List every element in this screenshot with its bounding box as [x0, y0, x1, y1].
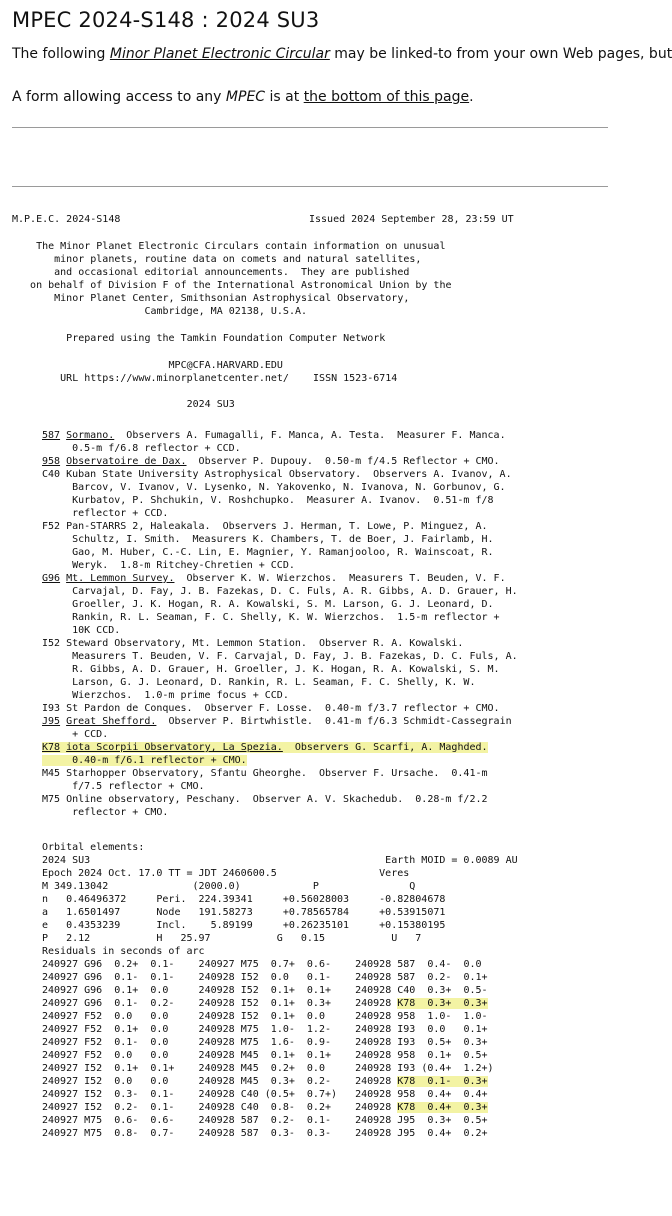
- residual-row: [42, 1088, 494, 1101]
- residual-col-1: 240927 F52 0.1+ 0.0: [42, 1024, 199, 1035]
- orbital-elements: [42, 841, 518, 945]
- observer-line: [42, 741, 518, 754]
- residual-row: [42, 1010, 494, 1023]
- blurb-line: and occasional editorial announcements. They are published: [12, 267, 410, 278]
- form-line-before: A form allowing access to any: [12, 89, 226, 105]
- circular-header: [12, 213, 514, 226]
- residual-col-3a: 240928 I93: [355, 1063, 422, 1074]
- residual-col-3a: 240928 958: [355, 1050, 422, 1061]
- residual-col-1: 240927 G96 0.1- 0.1-: [42, 972, 199, 983]
- residual-row: [42, 1036, 494, 1049]
- observatory-link[interactable]: Sormano.: [66, 430, 115, 441]
- residual-col-1: 240927 I52 0.2- 0.1-: [42, 1102, 199, 1113]
- residual-col-2: 240928 I52 0.1+ 0.1+: [198, 985, 356, 996]
- observer-line: [42, 429, 518, 442]
- observer-details: Observer P. Birtwhistle. 0.41-m f/6.3 Schmidt-Cassegrain: [156, 716, 512, 727]
- observer-text: [42, 807, 168, 818]
- observer-text: [42, 430, 506, 441]
- observer-text: [42, 742, 488, 753]
- residual-col-3b: 0.0 0.1+: [421, 1024, 488, 1035]
- orbit-line: 2024 SU3 Earth MOID = 0.0089 AU: [42, 855, 518, 866]
- residual-col-1: 240927 M75 0.8- 0.7-: [42, 1128, 199, 1139]
- observatory-code: M75: [42, 794, 61, 805]
- intro-before: The following: [12, 46, 110, 62]
- observer-line: [42, 559, 518, 572]
- residual-col-2: 240928 M75 1.0- 1.2-: [198, 1024, 356, 1035]
- observer-details: Steward Observatory, Mt. Lemmon Station. Observer R. A. Kowalski.: [60, 638, 464, 649]
- intro-after: may be linked-to from your own Web pages, but: [329, 46, 672, 62]
- observer-text: [42, 677, 475, 688]
- observatory-link[interactable]: Observatoire de Dax.: [66, 456, 187, 467]
- residual-col-1: 240927 I52 0.1+ 0.1+: [42, 1063, 199, 1074]
- bottom-of-page-link[interactable]: the bottom of this page: [303, 89, 470, 105]
- observer-text: [42, 534, 494, 545]
- observer-details: 10K CCD.: [60, 625, 121, 636]
- bottom-divider: [12, 186, 608, 187]
- observer-details: Gao, M. Huber, C.-C. Lin, E. Magnier, Y. Ramanjooloo, R. Wainscoat, R.: [60, 547, 494, 558]
- observatory-code: I93: [42, 703, 61, 714]
- observer-text: [42, 469, 512, 480]
- observatory-code[interactable]: 958: [42, 456, 61, 467]
- observer-line: [42, 793, 518, 806]
- observer-text: [42, 612, 500, 623]
- observatory-link[interactable]: Mt. Lemmon Survey.: [66, 573, 175, 584]
- residual-col-2: 240928 M45 0.3+ 0.2-: [198, 1076, 356, 1087]
- observer-text: [42, 625, 120, 636]
- observer-line: [42, 533, 518, 546]
- residual-col-1: 240927 I52 0.0 0.0: [42, 1076, 199, 1087]
- observatory-code[interactable]: 587: [42, 430, 61, 441]
- observatory-code: C40: [42, 469, 61, 480]
- observer-text: [42, 638, 463, 649]
- residual-col-3b: 0.4- 0.0: [421, 959, 488, 970]
- observer-details: Pan-STARRS 2, Haleakala. Observers J. Herman, T. Lowe, P. Minguez, A.: [60, 521, 488, 532]
- observer-details: Online observatory, Peschany. Observer A. V. Skachedub. 0.28-m f/2.2: [60, 794, 488, 805]
- observer-details: Measurers T. Beuden, V. F. Carvajal, D. Fay, J. B. Fazekas, D. C. Fuls, A.: [60, 651, 518, 662]
- residual-row: [42, 1101, 494, 1114]
- observer-line: [42, 520, 518, 533]
- observer-details: f/7.5 reflector + CMO.: [60, 781, 205, 792]
- blurb-line: Minor Planet Center, Smithsonian Astrophysical Observatory,: [12, 293, 410, 304]
- observer-details: Observers G. Scarfi, A. Maghded.: [282, 742, 488, 753]
- object-heading: 2024 SU3: [12, 399, 235, 410]
- observer-line: [42, 689, 518, 702]
- observer-line: [42, 507, 518, 520]
- observer-details: reflector + CCD.: [60, 508, 169, 519]
- observer-details: + CCD.: [60, 729, 109, 740]
- residuals-heading: Residuals in seconds of arc: [42, 946, 205, 957]
- observer-details: Rankin, R. L. Seaman, F. C. Shelly, K. W. Wierzchos. 1.5-m reflector +: [60, 612, 500, 623]
- residual-col-3b: 0.4+ 0.2+: [421, 1128, 488, 1139]
- residual-col-3a: 240928 J95: [355, 1115, 422, 1126]
- header-left: M.P.E.C. 2024-S148: [12, 214, 121, 225]
- url-issn-line: URL https://www.minorplanetcenter.net/ ISSN 1523-6714: [12, 373, 398, 384]
- observer-details: Observer K. W. Wierzchos. Measurers T. Beuden, V. F.: [174, 573, 506, 584]
- observer-details: Kurbatov, P. Shchukin, V. Roshchupko. Measurer A. Ivanov. 0.51-m f/8: [60, 495, 494, 506]
- residual-col-3a: 240928 958: [355, 1011, 422, 1022]
- orbit-line: Epoch 2024 Oct. 17.0 TT = JDT 2460600.5 Veres: [42, 868, 410, 879]
- residual-col-2: 240928 587 0.3- 0.3-: [198, 1128, 356, 1139]
- observer-list: [42, 429, 518, 819]
- mpec-link[interactable]: Minor Planet Electronic Circular: [109, 46, 330, 62]
- observer-text: [42, 560, 295, 571]
- observer-line: [42, 676, 518, 689]
- observer-line: [42, 767, 518, 780]
- observer-details: Schultz, I. Smith. Measurers K. Chambers, T. de Boer, J. Fairlamb, H.: [60, 534, 494, 545]
- observer-line: [42, 663, 518, 676]
- intro-text: [12, 46, 672, 62]
- observer-text: [42, 573, 506, 584]
- orbit-line: Orbital elements:: [42, 842, 145, 853]
- observer-line: [42, 806, 518, 819]
- residual-col-2: 240928 C40 (0.5+ 0.7+): [198, 1089, 356, 1100]
- observer-line: [42, 624, 518, 637]
- observer-details: Starhopper Observatory, Sfantu Gheorghe. Observer F. Ursache. 0.41-m: [60, 768, 488, 779]
- observer-text: [42, 508, 168, 519]
- residual-col-1: 240927 F52 0.0 0.0: [42, 1050, 199, 1061]
- observer-line: [42, 611, 518, 624]
- residual-col-1: 240927 G96 0.1- 0.2-: [42, 998, 199, 1009]
- observer-text: [42, 547, 494, 558]
- observer-details: 0.5-m f/6.8 reflector + CCD.: [60, 443, 241, 454]
- residual-col-3b: 0.4+ 0.4+: [421, 1089, 488, 1100]
- form-access-text: [12, 89, 474, 105]
- residual-col-3b: K78 0.3+ 0.3+: [397, 998, 488, 1009]
- observer-line: [42, 650, 518, 663]
- observer-text: [42, 768, 488, 779]
- observer-details: 0.40-m f/6.1 reflector + CMO.: [60, 755, 247, 766]
- observer-details: R. Gibbs, A. D. Grauer, H. Groeller, J. K. Hogan, R. A. Kowalski, S. M.: [60, 664, 500, 675]
- residual-col-3b: 0.2- 0.1+: [421, 972, 488, 983]
- observer-details: Larson, G. J. Leonard, D. Rankin, R. L. Seaman, F. C. Shelly, K. W.: [60, 677, 476, 688]
- observer-line: [42, 598, 518, 611]
- residual-row: [42, 997, 494, 1010]
- observatory-code: M45: [42, 768, 61, 779]
- observer-line: [42, 637, 518, 650]
- observatory-code[interactable]: K78: [42, 742, 61, 753]
- observer-text: [42, 495, 494, 506]
- observer-line: [42, 754, 518, 767]
- observatory-code: I52: [42, 638, 61, 649]
- contact-email: MPC@CFA.HARVARD.EDU: [12, 360, 283, 371]
- form-line-after: .: [469, 89, 474, 105]
- residual-row: [42, 1049, 494, 1062]
- blurb-line: minor planets, routine data on comets and natural satellites,: [12, 254, 422, 265]
- blurb-line: on behalf of Division F of the International Astronomical Union by the: [12, 280, 452, 291]
- observer-details: Kuban State University Astrophysical Observatory. Observers A. Ivanov, A.: [60, 469, 512, 480]
- observer-details: Observers A. Fumagalli, F. Manca, A. Testa. Measurer F. Manca.: [114, 430, 506, 441]
- residual-row: [42, 1075, 494, 1088]
- residual-col-3a: 240928 587: [355, 959, 422, 970]
- residual-col-3b: 0.3+ 0.5+: [421, 1115, 488, 1126]
- residual-col-2: 240928 I52 0.1+ 0.0: [198, 1011, 356, 1022]
- observer-text: [42, 729, 108, 740]
- observer-details: Groeller, J. K. Hogan, R. A. Kowalski, S. M. Larson, G. J. Leonard, D.: [60, 599, 494, 610]
- residual-col-2: 240928 M75 1.6- 0.9-: [198, 1037, 356, 1048]
- orbit-line: n 0.46496372 Peri. 224.39341 +0.56028003 -0.82804678: [42, 894, 446, 905]
- residual-row: [42, 984, 494, 997]
- residual-row: [42, 971, 494, 984]
- blurb-line: The Minor Planet Electronic Circulars contain information on unusual: [12, 241, 446, 252]
- observer-text: [42, 794, 488, 805]
- orbit-line: P 2.12 H 25.97 G 0.15 U 7: [42, 933, 422, 944]
- observer-text: [42, 651, 518, 662]
- top-divider: [12, 127, 608, 128]
- observer-line: [42, 468, 518, 481]
- circular-body: [0, 432, 608, 1212]
- residual-col-3a: 240928 I93: [355, 1037, 422, 1048]
- observatory-code[interactable]: J95: [42, 716, 61, 727]
- residual-col-1: 240927 M75 0.6- 0.6-: [42, 1115, 199, 1126]
- orbit-line: e 0.4353239 Incl. 5.89199 +0.26235101 +0.15380195: [42, 920, 446, 931]
- residual-col-2: 240928 I52 0.0 0.1-: [198, 972, 356, 983]
- residual-col-3a: 240928 587: [355, 972, 422, 983]
- residual-col-3b: 1.0- 1.0-: [421, 1011, 488, 1022]
- orbit-line: a 1.6501497 Node 191.58273 +0.78565784 +0.53915071: [42, 907, 446, 918]
- residual-col-2: 240928 M45 0.2+ 0.0: [198, 1063, 356, 1074]
- observer-line: [42, 481, 518, 494]
- observer-text: [42, 456, 500, 467]
- observer-details: Carvajal, D. Fay, J. B. Fazekas, D. C. Fuls, A. R. Gibbs, A. D. Grauer, H.: [60, 586, 518, 597]
- observer-line: [42, 585, 518, 598]
- residual-col-2: 240928 I52 0.1+ 0.3+: [198, 998, 356, 1009]
- residual-row: [42, 1023, 494, 1036]
- residual-col-3b: (0.4+ 1.2+): [421, 1063, 494, 1074]
- residual-col-3b: K78 0.1- 0.3+: [397, 1076, 488, 1087]
- observer-line: [42, 546, 518, 559]
- page-title: MPEC 2024-S148 : 2024 SU3: [12, 8, 320, 32]
- observer-details: Weryk. 1.8-m Ritchey-Chretien + CCD.: [60, 560, 295, 571]
- observer-details: Wierzchos. 1.0-m prime focus + CCD.: [60, 690, 289, 701]
- observer-text: [42, 781, 205, 792]
- residual-col-3b: K78 0.4+ 0.3+: [397, 1102, 488, 1113]
- residual-col-3b: 0.5+ 0.3+: [421, 1037, 488, 1048]
- observer-line: [42, 728, 518, 741]
- residual-col-3a: 240928 J95: [355, 1128, 422, 1139]
- observer-line: [42, 455, 518, 468]
- residual-col-1: 240927 I52 0.3- 0.1-: [42, 1089, 199, 1100]
- residual-col-3a: 240928 958: [355, 1089, 422, 1100]
- observer-line: [42, 780, 518, 793]
- observer-line: [42, 442, 518, 455]
- residual-col-3a: 240928: [355, 1076, 398, 1087]
- residual-row: [42, 1127, 494, 1140]
- residual-col-3a: 240928 C40: [355, 985, 422, 996]
- residual-col-1: 240927 F52 0.0 0.0: [42, 1011, 199, 1022]
- residual-row: [42, 1114, 494, 1127]
- observer-line: [42, 702, 518, 715]
- residual-col-2: 240928 C40 0.8- 0.2+: [198, 1102, 356, 1113]
- form-line-mpec: MPEC: [225, 89, 266, 105]
- residual-col-1: 240927 G96 0.1+ 0.0: [42, 985, 199, 996]
- residual-col-3a: 240928: [355, 998, 398, 1009]
- observer-line: [42, 494, 518, 507]
- residual-col-3a: 240928: [355, 1102, 398, 1113]
- residual-col-3b: 0.1+ 0.5+: [421, 1050, 488, 1061]
- observer-text: [42, 521, 488, 532]
- residuals-table: [42, 958, 494, 1140]
- residual-col-1: 240927 G96 0.2+ 0.1-: [42, 959, 199, 970]
- observer-text: [42, 716, 512, 727]
- observer-text: [42, 599, 494, 610]
- observer-text: [42, 690, 289, 701]
- observer-text: [42, 443, 241, 454]
- form-line-middle: is at: [265, 89, 304, 105]
- observatory-link[interactable]: Great Shefford.: [66, 716, 157, 727]
- blurb-line: Cambridge, MA 02138, U.S.A.: [12, 306, 308, 317]
- observer-details: Barcov, V. Ivanov, V. Lysenko, N. Yakovenko, N. Ivanova, N. Gorbunov, G.: [60, 482, 506, 493]
- orbit-line: M 349.13042 (2000.0) P Q: [42, 881, 416, 892]
- residual-col-3b: 0.3+ 0.5-: [421, 985, 488, 996]
- observer-text: [42, 482, 506, 493]
- observer-line: [42, 715, 518, 728]
- residual-col-2: 240928 M45 0.1+ 0.1+: [198, 1050, 356, 1061]
- observer-details: reflector + CMO.: [60, 807, 169, 818]
- observer-text: [42, 586, 518, 597]
- observer-details: St Pardon de Conques. Observer F. Losse. 0.40-m f/3.7 reflector + CMO.: [60, 703, 500, 714]
- residual-col-2: 240928 587 0.2- 0.1-: [198, 1115, 356, 1126]
- observatory-link[interactable]: iota Scorpii Observatory, La Spezia.: [66, 742, 283, 753]
- prepared-line: Prepared using the Tamkin Foundation Computer Network: [12, 333, 386, 344]
- residual-col-3a: 240928 I93: [355, 1024, 422, 1035]
- observatory-code[interactable]: G96: [42, 573, 61, 584]
- observer-text: [42, 664, 500, 675]
- observer-details: Observer P. Dupouy. 0.50-m f/4.5 Reflector + CMO.: [186, 456, 500, 467]
- residual-row: [42, 1062, 494, 1075]
- residual-col-1: 240927 F52 0.1- 0.0: [42, 1037, 199, 1048]
- residual-col-2: 240927 M75 0.7+ 0.6-: [198, 959, 356, 970]
- residual-row: [42, 958, 494, 971]
- observatory-code: F52: [42, 521, 61, 532]
- circular-blurb: [12, 240, 452, 318]
- header-right: Issued 2024 September 28, 23:59 UT: [309, 214, 514, 225]
- observer-line: [42, 572, 518, 585]
- observer-text: [42, 755, 247, 766]
- observer-text: [42, 703, 500, 714]
